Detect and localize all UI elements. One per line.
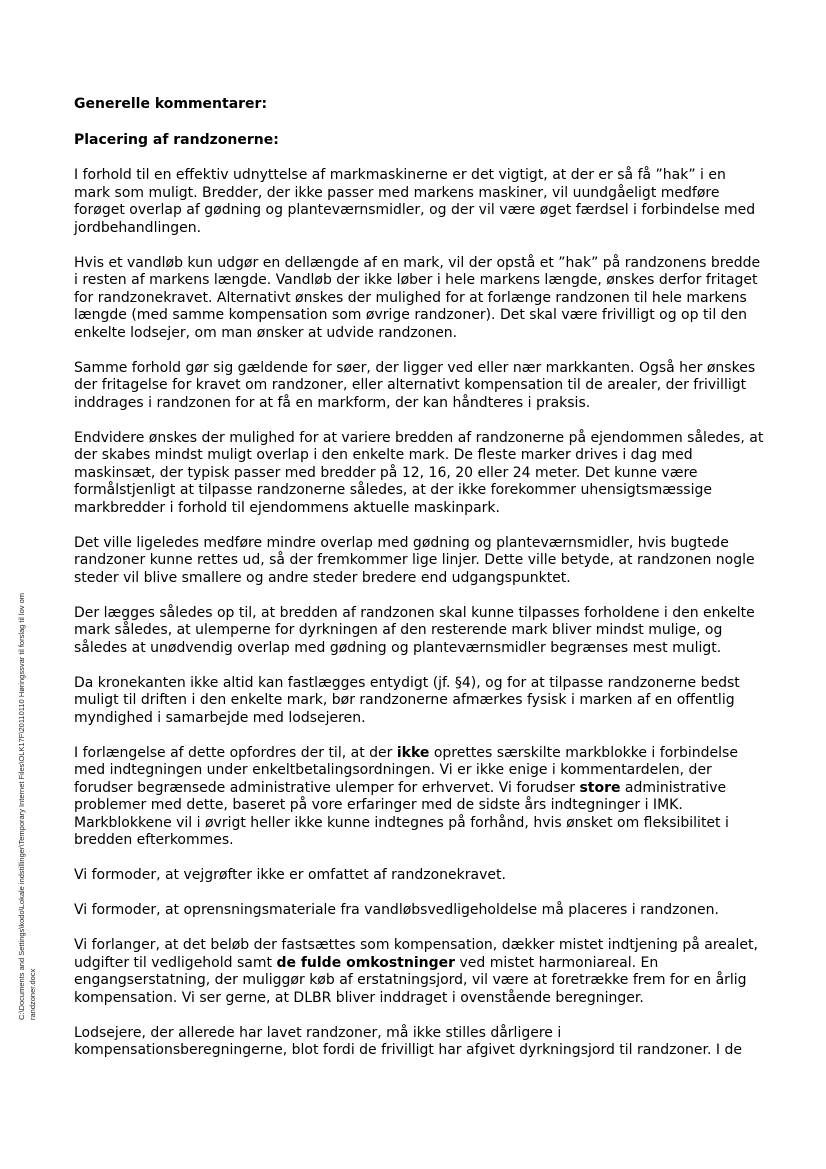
bold-text: store: [579, 779, 621, 796]
paragraph: [74, 937, 764, 1007]
document-body: [74, 96, 764, 1077]
document-heading: Generelle kommentarer:: [74, 96, 268, 112]
paragraph-text: Det ville ligeledes medføre mindre overlap med gødning og planteværnsmidler, hvis bugtede randzoner kunne rettes ud, så der fremkommer lige linjer. Dette ville betyde, at randzonen nogle steder vil blive smallere og andre steder bredere end udgangspunktet.: [74, 534, 755, 586]
section-heading: Placering af randzonerne:: [74, 131, 279, 148]
paragraph-text: Lodsejere, der allerede har lavet randzoner, må ikke stilles dårligere i kompensationsberegningerne, blot fordi de frivilligt har afgivet dyrkningsjord til randzoner. I de: [74, 1024, 742, 1058]
paragraph-text: oprettes særskilte markblokke i forbindelse med indtegningen under enkeltbetalingsordningen. Vi er ikke enige i kommentardelen, der forudser begrænsede administrative ulemper for erhvervet. Vi forudser: [74, 744, 738, 796]
paragraph: [74, 867, 764, 885]
paragraph-list: [74, 167, 764, 1060]
paragraph: [74, 167, 764, 237]
paragraph: [74, 1025, 764, 1060]
paragraph-text: Vi formoder, at vejgrøfter ikke er omfattet af randzonekravet.: [74, 867, 506, 883]
paragraph: [74, 430, 764, 518]
bold-text: de fulde omkostninger: [276, 954, 456, 971]
paragraph-text: I forhold til en effektiv udnyttelse af markmaskinerne er det vigtigt, at der er så få ”hak” i en mark som muligt. Bredder, der ikke passer med markens maskiner, vil uundgåeligt medføre forøget overlap af gødning og planteværnsmidler, og der vil være øget færdsel i forbindelse med jordbehandlingen.: [74, 167, 756, 236]
paragraph: [74, 605, 764, 658]
paragraph-text: Der lægges således op til, at bredden af randzonen skal kunne tilpasses forholdene i den enkelte mark således, at ulemperne for dyrkningen af den resterende mark bliver mindst mulige, og således at unødvendig overlap med gødning og planteværnsmidler begrænses mest muligt.: [74, 604, 755, 656]
paragraph-text: Da kronekanten ikke altid kan fastlægges entydigt (jf. §4), og for at tilpasse randzonerne bedst muligt til driften i den enkelte mark, bør randzonerne afmærkes fysisk i marken af en offentlig myndighed i samarbejde med lodsejeren.: [74, 674, 740, 726]
paragraph-text: administrative problemer med dette, baseret på vore erfaringer med de sidste års indtegninger i IMK. Markblokkene vil i øvrigt heller ikke kunne indtegnes på forhånd, hvis ønsket om fleksibilitet i bredden efterkommes.: [74, 779, 729, 848]
paragraph-text: Endvidere ønskes der mulighed for at variere bredden af randzonerne på ejendommen således, at der skabes mindst muligt overlap i den enkelte mark. De fleste marker drives i dag med maskinsæt, der typisk passer med bredder på 12, 16, 20 eller 24 meter. Det kunne være formålstjenligt at tilpasse randzonerne således, at der ikke forekommer uhensigtsmæssige markbredder i forhold til ejendommens aktuelle maskinpark.: [74, 429, 764, 516]
file-name-line: randzoner.docx: [28, 968, 37, 1020]
bold-text: ikke: [396, 744, 430, 761]
paragraph: [74, 902, 764, 920]
paragraph-text: I forlængelse af dette opfordres der til, at der: [74, 744, 397, 761]
file-path-footer: [16, 540, 38, 1020]
paragraph: [74, 255, 764, 343]
paragraph: [74, 675, 764, 728]
paragraph-text: ved mistet harmoniareal. En engangserstatning, der muliggør køb af erstatningsjord, vil være at foretrække frem for en årlig kompensation. Vi ser gerne, at DLBR bliver inddraget i ovenstående beregninger.: [74, 954, 747, 1006]
file-path-line: C:\Documents and Settings\kodo\Lokale indstillinger\Temporary Internet Files\OLK17F\20110110 Høringssvar til forslag til lov om: [17, 592, 26, 1020]
paragraph: [74, 535, 764, 588]
paragraph-text: Hvis et vandløb kun udgør en dellængde af en mark, vil der opstå et ”hak” på randzonens bredde i resten af markens længde. Vandløb der ikke løber i hele markens længde, ønskes derfor fritaget for randzonekravet. Alternativt ønskes der mulighed for at forlænge randzonen til hele markens længde (med samme kompensation som øvrige randzoner). Det skal være frivilligt og op til den enkelte lodsejer, om man ønsker at udvide randzonen.: [74, 254, 761, 341]
paragraph-text: Samme forhold gør sig gældende for søer, der ligger ved eller nær markkanten. Også her ønskes der fritagelse for kravet om randzoner, eller alternativt kompensation til de arealer, der frivilligt inddrages i randzonen for at få en markform, der kan håndteres i praksis.: [74, 359, 756, 411]
paragraph-text: Vi forlanger, at det beløb der fastsættes som kompensation, dækker mistet indtjening på arealet, udgifter til vedligehold samt: [74, 937, 758, 971]
paragraph-text: Vi formoder, at oprensningsmateriale fra vandløbsvedligeholdelse må placeres i randzonen.: [74, 902, 719, 918]
paragraph: [74, 360, 764, 413]
paragraph: [74, 745, 764, 850]
